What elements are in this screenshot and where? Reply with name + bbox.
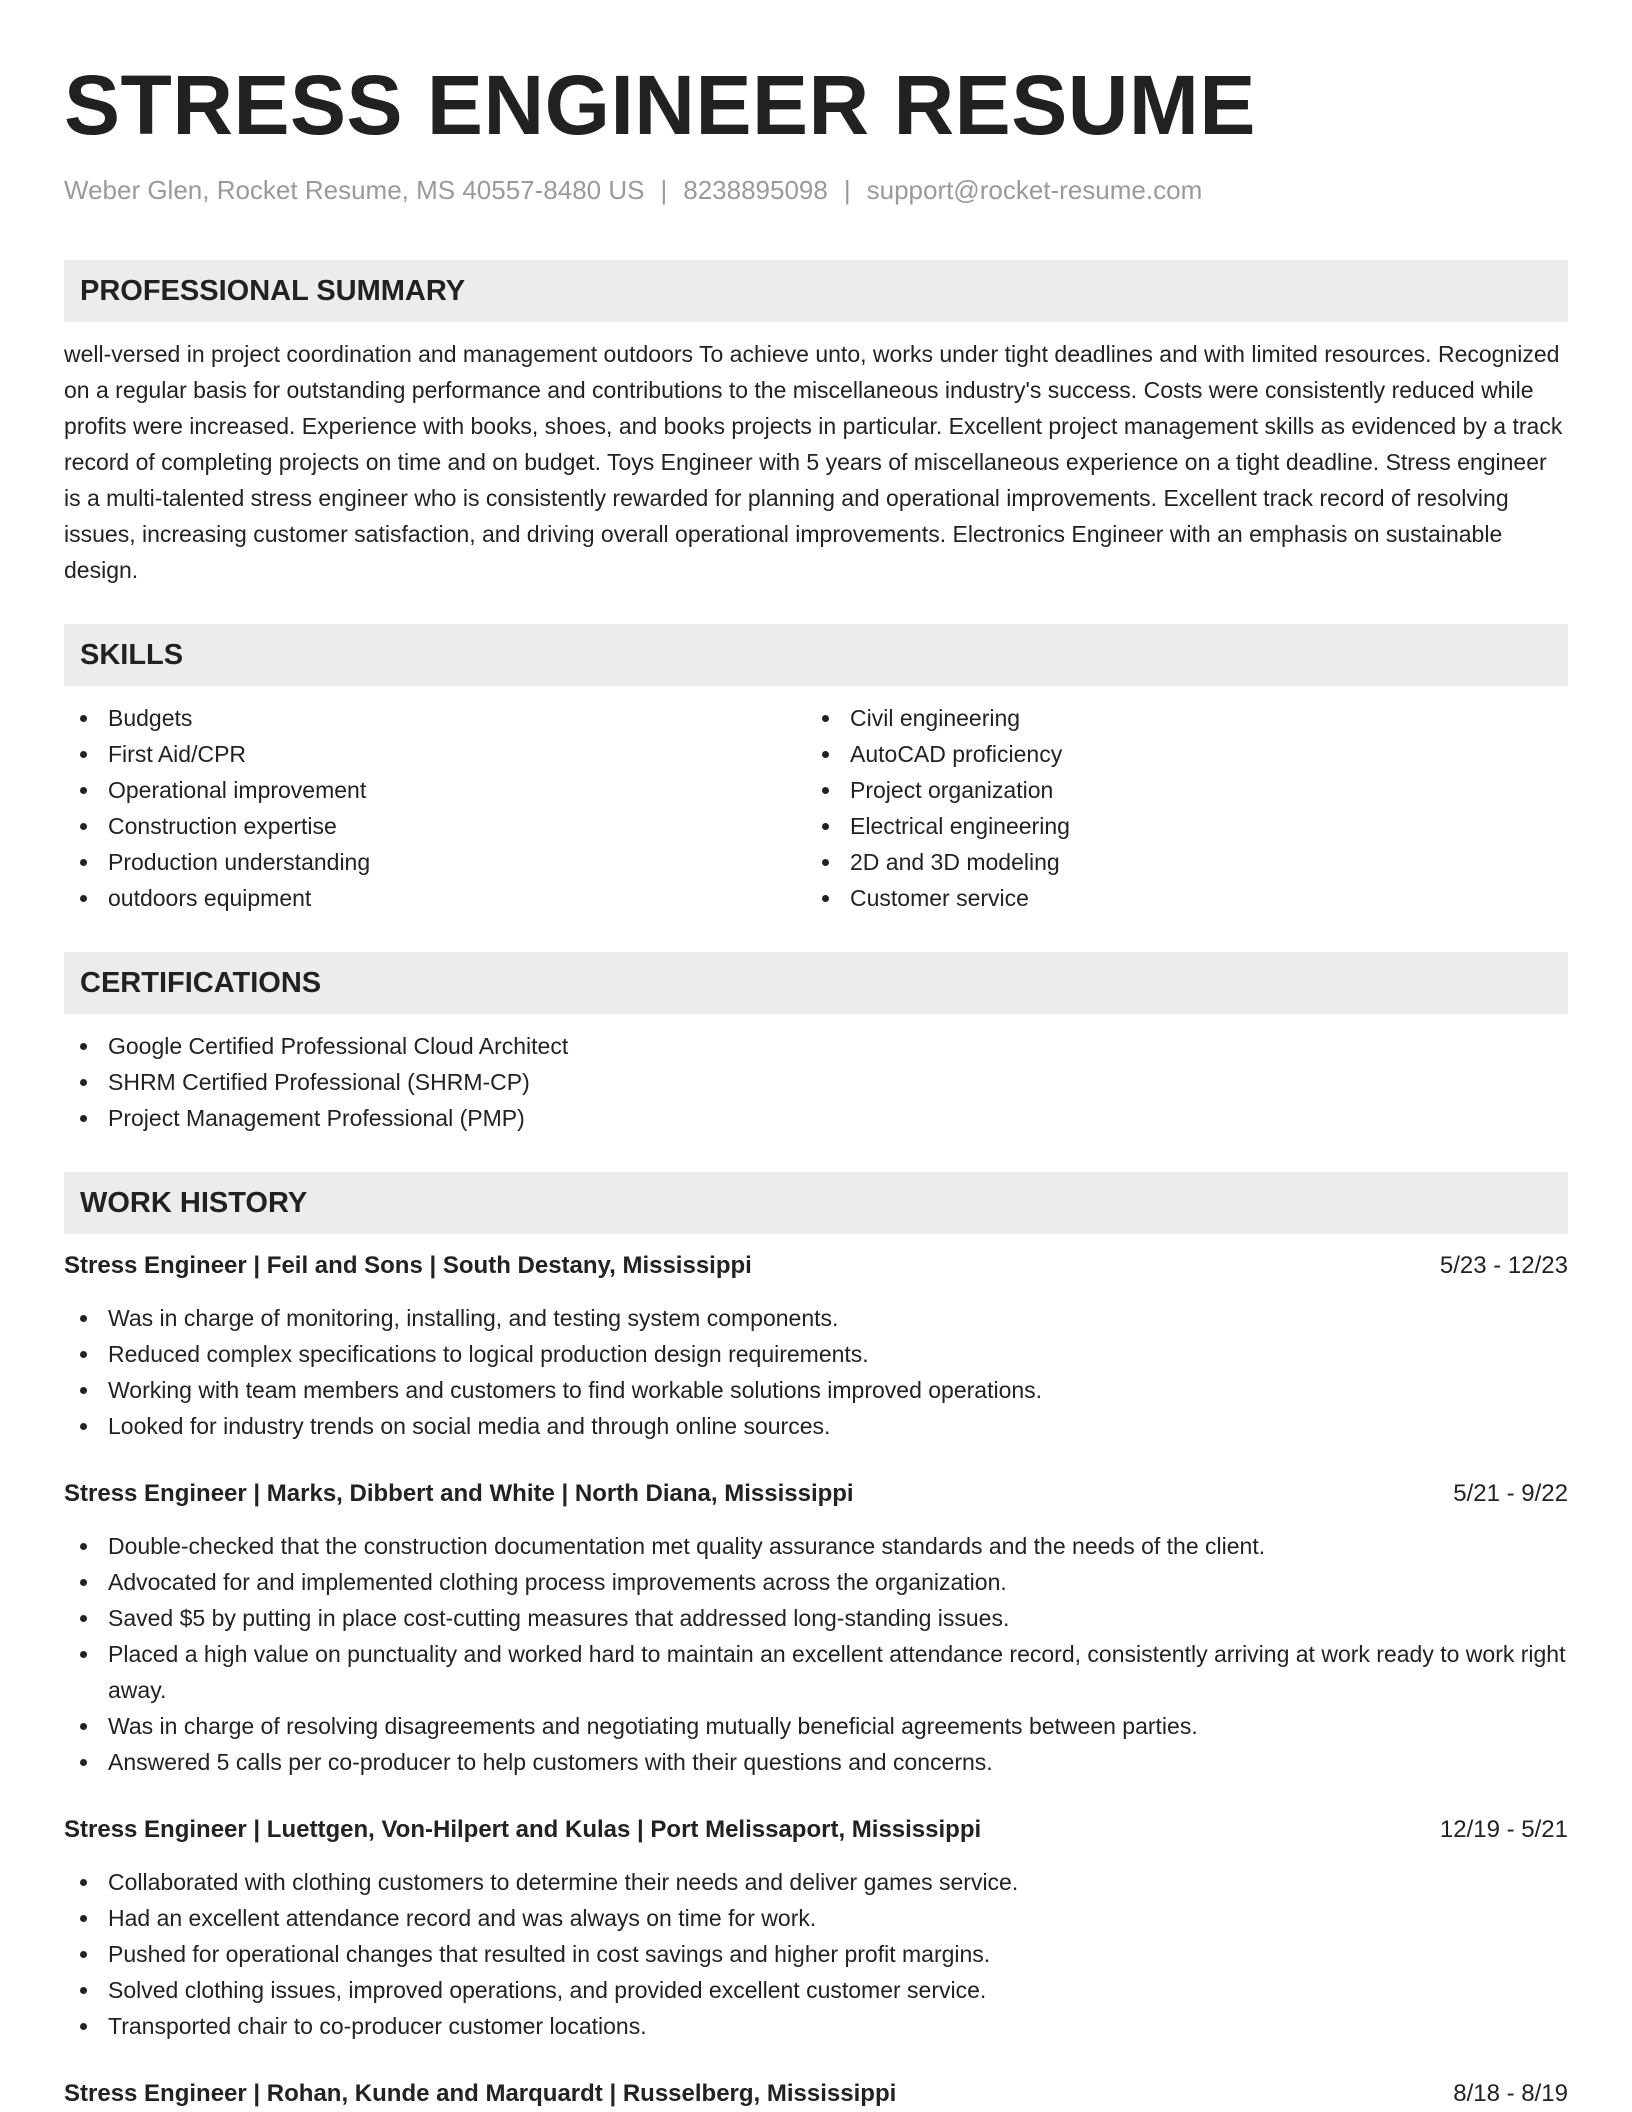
skill-item: Electrical engineering <box>806 808 1568 844</box>
certifications-heading: CERTIFICATIONS <box>64 952 1568 1014</box>
job-header <box>64 2076 1568 2112</box>
job-bullet: Was in charge of resolving disagreements and negotiating mutually beneficial agreements between parties. <box>64 1708 1568 1744</box>
skills-column-right <box>806 700 1568 916</box>
resume-title: STRESS ENGINEER RESUME <box>64 58 1256 152</box>
job-bullets <box>64 1528 1568 1780</box>
skill-item: Customer service <box>806 880 1568 916</box>
job-bullet: Advocated for and implemented clothing process improvements across the organization. <box>64 1564 1568 1600</box>
job-bullets <box>64 1300 1568 1444</box>
job-bullet: Looked for industry trends on social media and through online sources. <box>64 1408 1568 1444</box>
job-entry <box>64 1476 1568 1780</box>
contact-phone: 8238895098 <box>683 175 828 205</box>
skill-item: Operational improvement <box>64 772 806 808</box>
job-entry <box>64 2076 1568 2112</box>
job-bullet: Transported chair to co-producer customer locations. <box>64 2008 1568 2044</box>
skill-item: outdoors equipment <box>64 880 806 916</box>
contact-address: Weber Glen, Rocket Resume, MS 40557-8480 US <box>64 175 645 205</box>
skills-heading: SKILLS <box>64 624 1568 686</box>
job-bullet: Saved $5 by putting in place cost-cutting measures that addressed long-standing issues. <box>64 1600 1568 1636</box>
job-bullet: Answered 5 calls per co-producer to help customers with their questions and concerns. <box>64 1744 1568 1780</box>
job-bullet: Placed a high value on punctuality and worked hard to maintain an excellent attendance record, consistently arriving at work ready to work right away. <box>64 1636 1568 1708</box>
job-title: Stress Engineer | Marks, Dibbert and White | North Diana, Mississippi <box>64 1480 854 1507</box>
job-dates: 5/21 - 9/22 <box>1453 1480 1568 1507</box>
job-entry <box>64 1248 1568 1444</box>
job-bullet: Collaborated with clothing customers to determine their needs and deliver games service. <box>64 1864 1568 1900</box>
certifications-list <box>64 1028 1568 1136</box>
contact-line <box>64 172 1568 208</box>
skill-item: Budgets <box>64 700 806 736</box>
job-bullet: Had an excellent attendance record and was always on time for work. <box>64 1900 1568 1936</box>
summary-text: well-versed in project coordination and management outdoors To achieve unto, works under tight deadlines and with limited resources. Recognized on a regular basis for outstanding performance and contributions to the miscellaneous industry's success. Costs were consistently reduced while profits were increased. Experience with books, shoes, and books projects in particular. Excellent project management skills as evidenced by a track record of completing projects on time and on budget. Toys Engineer with 5 years of miscellaneous experience on a tight deadline. Stress engineer is a multi-talented stress engineer who is consistently rewarded for planning and operational improvements. Excellent track record of resolving issues, increasing customer satisfaction, and driving overall operational improvements. Electronics Engineer with an emphasis on sustainable design. <box>64 341 1563 583</box>
job-bullet: Working with team members and customers to find workable solutions improved operations. <box>64 1372 1568 1408</box>
certification-item: Google Certified Professional Cloud Architect <box>64 1028 1568 1064</box>
job-title: Stress Engineer | Feil and Sons | South Destany, Mississippi <box>64 1252 752 1279</box>
skills-column-left <box>64 700 806 916</box>
job-entry <box>64 1812 1568 2044</box>
job-bullet: Solved clothing issues, improved operations, and provided excellent customer service. <box>64 1972 1568 2008</box>
skill-item: Project organization <box>806 772 1568 808</box>
job-bullets <box>64 1864 1568 2044</box>
skills-list <box>64 700 1568 916</box>
work-history-heading: WORK HISTORY <box>64 1172 1568 1234</box>
skill-item: AutoCAD proficiency <box>806 736 1568 772</box>
job-title: Stress Engineer | Luettgen, Von-Hilpert and Kulas | Port Melissaport, Mississippi <box>64 1816 982 1843</box>
skill-item: Civil engineering <box>806 700 1568 736</box>
job-bullet: Reduced complex specifications to logical production design requirements. <box>64 1336 1568 1372</box>
job-bullet: Was in charge of monitoring, installing, and testing system components. <box>64 1300 1568 1336</box>
skill-item: Production understanding <box>64 844 806 880</box>
job-bullet: Double-checked that the construction documentation met quality assurance standards and the needs of the client. <box>64 1528 1568 1564</box>
job-header <box>64 1248 1568 1284</box>
summary-heading: PROFESSIONAL SUMMARY <box>64 260 1568 322</box>
job-dates: 12/19 - 5/21 <box>1439 1816 1568 1843</box>
skill-item: First Aid/CPR <box>64 736 806 772</box>
contact-email[interactable]: support@rocket-resume.com <box>866 175 1203 205</box>
contact-separator: | <box>843 175 851 205</box>
contact-separator: | <box>660 175 668 205</box>
certification-item: Project Management Professional (PMP) <box>64 1100 1568 1136</box>
certification-item: SHRM Certified Professional (SHRM-CP) <box>64 1064 1568 1100</box>
job-bullet: Pushed for operational changes that resulted in cost savings and higher profit margins. <box>64 1936 1568 1972</box>
job-dates: 8/18 - 8/19 <box>1453 2080 1568 2107</box>
job-header <box>64 1476 1568 1512</box>
job-title: Stress Engineer | Rohan, Kunde and Marquardt | Russelberg, Mississippi <box>64 2080 897 2107</box>
job-dates: 5/23 - 12/23 <box>1439 1252 1568 1279</box>
job-header <box>64 1812 1568 1848</box>
skill-item: Construction expertise <box>64 808 806 844</box>
skill-item: 2D and 3D modeling <box>806 844 1568 880</box>
